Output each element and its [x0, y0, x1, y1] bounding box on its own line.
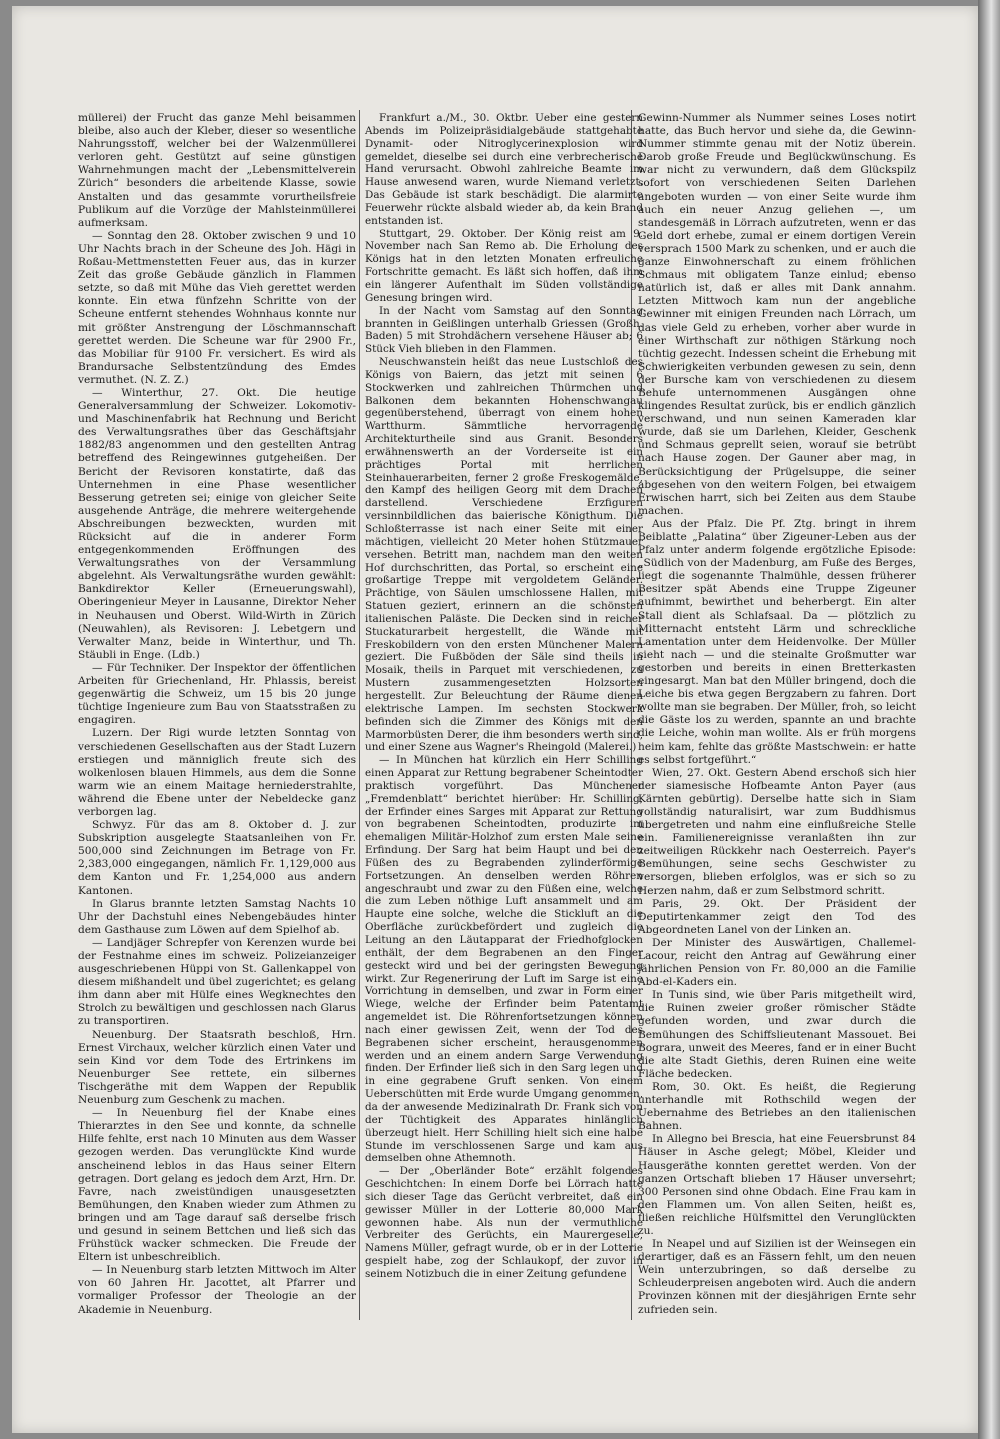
- article-paragraph: Gewinn-Nummer als Nummer seines Loses notirt hatte, das Buch hervor und siehe da, die Gewinn-Nummer stimmte genau mit der Notiz überein. Darob große Freude und Beglückwünschung. Es war nicht zu verwundern, daß dem Glückspilz sofort von verschiedenen Seiten Darlehen angeboten wurden — von einer Seite wurde ihm auch ein neuer Anzug geliehen —, um standesgemäß in Lörrach aufzutreten, wenn er das Geld dort erhebe, zumal er einem dortigen Verein versprach 1500 Mark zu schenken, und er auch die ganze Einwohnerschaft zu einem fröhlichen Schmaus mit obligatem Tanze einlud; ebenso natürlich ist, daß er alles mit Dank annahm. Letzten Mittwoch kam nun der angebliche Gewinner mit einigen Freunden nach Lörrach, um das viele Geld zu erheben, vorher aber wurde in einer Wirthschaft zur nöthigen Stärkung noch tüchtig gezecht. Indessen scheint die Erhebung mit Schwierigkeiten verbunden gewesen zu sein, denn der Bursche kam von verschiedenen zu diesem Behufe unternommenen Ausgängen ohne klingendes Resultat zurück, bis er endlich gänzlich verschwand, und nun seinen Kameraden klar wurde, daß sie um Darlehen, Kleider, Geschenk und Schmaus geprellt seien, worauf sie betrübt nach Hause zogen. Der Gauner aber mag, in Berücksichtigung der Prügelsuppe, die seiner abgesehen von den weitern Folgen, bei etwaigem Erwischen harrt, sich bei Zeiten aus dem Staube machen.: [638, 112, 916, 517]
- article-paragraph: Paris, 29. Okt. Der Präsident der Deputirtenkammer zeigt den Tod des Abgeordneten Lanel von der Linken an.: [638, 897, 916, 936]
- article-paragraph: — Der „Oberländer Bote“ erzählt folgendes Geschichtchen: In einem Dorfe bei Lörrach hatte sich dieser Tage das Gerücht verbreitet, daß ein gewisser Müller in der Lotterie 80,000 Mark gewonnen habe. Als nun der vermuthliche Verbreiter des Gerüchts, ein Maurergeselle, Namens Müller, gefragt wurde, ob er in der Lotterie gespielt habe, zog der Schlaukopf, der zuvor in seinem Notizbuch die in einer Zeitung gefundene: [365, 1165, 643, 1280]
- article-paragraph: müllerei) der Frucht das ganze Mehl beisammen bleibe, also auch der Kleber, dieser so wesentliche Nahrungsstoff, welcher bei der Walzenmüllerei verloren geht. Gestützt auf seine günstigen Wahrnehmungen macht der „Lebensmittelverein Zürich“ besonders die arbeitende Klasse, sowie Anstalten und das gesammte vorurtheilsfreie Publikum auf die Vorzüge der Mahlsteinmüllerei aufmerksam.: [78, 112, 356, 229]
- article-paragraph: Luzern. Der Rigi wurde letzten Sonntag von verschiedenen Gesellschaften aus der Stadt Luzern erstiegen und männiglich freute sich des wolkenlosen blauen Himmels, aus dem die Sonne warm wie an einem Maitage herniederstrahlte, während die Ebene unter der Nebeldecke ganz verborgen lag.: [78, 727, 356, 818]
- column-left: [78, 112, 356, 1317]
- article-paragraph: Neuschwanstein heißt das neue Lustschloß des Königs von Baiern, das jetzt mit seinen 6 Stockwerken und zahlreichen Thürmchen und Balkonen dem bekannten Hohenschwangau gegenüberstehend, überragt von einem hohen Wartthurm. Sämmtliche hervorragende Architekturtheile sind aus Granit. Besonders erwähnenswerth an der Vorderseite ist ein prächtiges Portal mit herrlichen Steinhauerarbeiten, ferner 2 große Freskogemälde, den Kampf des heiligen Georg mit dem Drachen darstellend. Verschiedene Erzfiguren versinnbildlichen das baierische Königthum. Die Schloßterrasse ist nach einer Seite mit einer mächtigen, vielleicht 20 Meter hohen Stützmauer versehen. Betritt man, nachdem man den weiten Hof durchschritten, das Portal, so erscheint eine großartige Treppe mit vergoldetem Geländer. Prächtige, von Säulen umschlossene Hallen, mit Statuen geziert, erinnern an die schönsten italienischen Paläste. Die Decken sind in reicher Stuckaturarbeit hergestellt, die Wände mit Freskobildern von den ersten Münchener Malern geziert. Die Fußböden der Säle sind theils in Mosaik, theils in Parquet mit verschiedenen, zu Mustern zusammengesetzten Holzsorten hergestellt. Zur Beleuchtung der Räume dienen elektrische Lampen. Im sechsten Stockwerk befinden sich die Zimmer des Königs mit den Marmorbüsten Derer, die ihm besonders werth sind, und einer Szene aus Wagner's Rheingold (Malerei.): [365, 356, 643, 754]
- article-paragraph: Schwyz. Für das am 8. Oktober d. J. zur Subskription ausgelegte Staatsanleihen von Fr. 500,000 sind Zeichnungen im Betrage von Fr. 2,383,000 eingegangen, nämlich Fr. 1,129,000 aus dem Kanton und Fr. 1,254,000 aus andern Kantonen.: [78, 819, 356, 897]
- article-paragraph: — Landjäger Schrepfer von Kerenzen wurde bei der Festnahme eines im schweiz. Polizeianzeiger ausgeschriebenen Hüppi von St. Gallenkappel von diesem mißhandelt und übel zugerichtet; es gelang ihm dann aber mit Hülfe eines Wegknechtes den Strolch zu bewältigen und geschlossen nach Glarus zu transportiren.: [78, 936, 356, 1028]
- article-paragraph: Neuenburg. Der Staatsrath beschloß, Hrn. Ernest Virchaux, welcher kürzlich einen Vater und sein Kind vor dem Tode des Ertrinkens im Neuenburger See rettete, ein silbernes Tischgeräthe mit dem Wappen der Republik Neuenburg zum Geschenk zu machen.: [78, 1028, 356, 1107]
- article-paragraph: Der Minister des Auswärtigen, Challemel-Lacour, reicht den Antrag auf Gewährung einer jährlichen Pension von Fr. 80,000 an die Familie Abd-el-Kaders ein.: [638, 936, 916, 989]
- article-paragraph: — In München hat kürzlich ein Herr Schilling einen Apparat zur Rettung begrabener Scheintodter praktisch vorgeführt. Das Münchener „Fremdenblatt“ berichtet hierüber: Hr. Schilling, der Erfinder eines Sarges mit Apparat zur Rettung von begrabenen Scheintodten, produzirte im ehemaligen Militär-Holzhof zum ersten Male seine Erfindung. Der Sarg hat beim Haupt und bei den Füßen des zu Begrabenden zylinderförmige Fortsetzungen. An denselben werden Röhren angeschraubt und zwar zu den Füßen eine, welche die zum Leben nöthige Luft ansammelt und am Haupte eine solche, welche die Stickluft an die Oberfläche zurückbefördert und zugleich die Leitung an den Läutapparat der Friedhofglocken enthält, der dem Begrabenen an den Finger gesteckt wird und bei der geringsten Bewegung wirkt. Zur Regenerirung der Luft im Sarge ist eine Vorrichtung in demselben, und zwar in Form einer Wiege, welche der Erfinder beim Patentamt angemeldet ist. Die Röhrenfortsetzungen können nach einer gewissen Zeit, wenn der Tod des Begrabenen sicher erscheint, herausgenommen werden und an einem andern Sarge Verwendung finden. Der Erfinder ließ sich in den Sarg legen und in eine gegrabene Gruft senken. Von einem Ueberschütten mit Erde wurde Umgang genommen, da der anwesende Medizinalrath Dr. Frank sich von der Tüchtigkeit des Apparates hinlänglich überzeugt hielt. Herr Schilling hielt sich eine halbe Stunde im verschlossenen Sarge und kam aus demselben ohne Athemnoth.: [365, 754, 643, 1165]
- article-paragraph: — Für Techniker. Der Inspektor der öffentlichen Arbeiten für Griechenland, Hr. Phlassis, bereist gegenwärtig die Schweiz, um 15 bis 20 junge tüchtige Ingenieure zum Bau von Staatsstraßen zu engagiren.: [78, 661, 356, 727]
- book-edge: [978, 0, 1000, 1439]
- article-paragraph: In Allegno bei Brescia, hat eine Feuersbrunst 84 Häuser in Asche gelegt; Möbel, Kleider und Hausgeräthe konnten gerettet werden. Von der ganzen Ortschaft blieben 17 Häuser unversehrt; 300 Personen sind ohne Obdach. Eine Frau kam in den Flammen um. Von allen Seiten, heißt es, fließen reichliche Hülfsmittel den Verunglückten zu.: [638, 1133, 916, 1237]
- column-right: [638, 112, 916, 1317]
- article-paragraph: — In Neuenburg starb letzten Mittwoch im Alter von 60 Jahren Hr. Jacottet, alt Pfarrer und vormaliger Professor der Theologie an der Akademie in Neuenburg.: [78, 1264, 356, 1316]
- column-middle: [365, 112, 643, 1281]
- article-paragraph: — Winterthur, 27. Okt. Die heutige Generalversammlung der Schweizer. Lokomotiv- und Maschinenfabrik hat Rechnung und Bericht des Verwaltungsrathes über das Geschäftsjahr 1882/83 angenommen und den gestellten Antrag betreffend des Reingewinnes gutgeheißen. Der Bericht der Revisoren konstatirte, daß das Unternehmen in eine Phase wesentlicher Besserung getreten sei; einige von gleicher Seite ausgehende Anträge, die mehrere weitergehende Abschreibungen bezweckten, wurden mit Rücksicht auf die in anderer Form entgegenkommenden Eröffnungen des Verwaltungsrathes von der Versammlung abgelehnt. Als Verwaltungsräthe wurden gewählt: Bankdirektor Keller (Erneuerungswahl), Oberingenieur Meyer in Lausanne, Direktor Neher in Neuhausen und Oberst. Wild-Wirth in Zürich (Neuwahlen), als Revisoren: J. Lebetgern und Verwalter Manz, beide in Winterthur, und Th. Stäubli in Enge. (Ldb.): [78, 386, 356, 661]
- article-paragraph: In der Nacht vom Samstag auf den Sonntag brannten in Geißlingen unterhalb Griessen (Großh. Baden) 5 mit Strohdächern versehene Häuser ab; 6 Stück Vieh blieben in den Flammen.: [365, 304, 643, 356]
- article-paragraph: — Sonntag den 28. Oktober zwischen 9 und 10 Uhr Nachts brach in der Scheune des Joh. Hägi in Roßau-Mettmenstetten Feuer aus, das in kurzer Zeit das große Gebäude gänzlich in Flammen setzte, so daß mit Mühe das Vieh gerettet werden konnte. Ein etwa fünfzehn Schritte von der Scheune entfernt stehendes Wohnhaus konnte nur mit größter Anstrengung der Löschmannschaft gerettet werden. Die Scheune war für 2900 Fr., das Mobiliar für 9100 Fr. versichert. Es wird als Brandursache Selbstentzündung des Emdes vermuthet. (N. Z. Z.): [78, 229, 356, 386]
- article-paragraph: In Glarus brannte letzten Samstag Nachts 10 Uhr der Dachstuhl eines Nebengebäudes hinter dem Gasthause zum Löwen auf dem Spielhof ab.: [78, 897, 356, 936]
- column-rule: [359, 110, 360, 1320]
- article-paragraph: Aus der Pfalz. Die Pf. Ztg. bringt in ihrem Beiblatte „Palatina“ über Zigeuner-Leben aus der Pfalz unter anderm folgende ergötzliche Episode: „Südlich von der Madenburg, am Fuße des Berges, liegt die sogenannte Thalmühle, dessen früherer Besitzer spät Abends eine Truppe Zigeuner aufnimmt, bewirthet und beherbergt. Ein alter Stall dient als Schlafsaal. Da — plötzlich zu Mitternacht entsteht Lärm und schreckliche Lamentation unter dem Heidenvolke. Der Müller sieht nach — und die steinalte Großmutter war gestorben und bereits in einen Bretterkasten eingesargt. Man bat den Müller bringend, doch die Leiche bis etwa gegen Bergzabern zu fahren. Dort wollte man sie begraben. Der Müller, froh, so leicht die Gäste los zu werden, spannte an und brachte die Leiche, wohin man wollte. Als er früh morgens heim kam, fehlte das größte Mastschwein: er hatte es selbst fortgeführt.“: [638, 517, 916, 766]
- article-paragraph: Rom, 30. Okt. Es heißt, die Regierung unterhandle mit Rothschild wegen der Uebernahme des Betriebes an den italienischen Bahnen.: [638, 1080, 916, 1133]
- article-paragraph: — In Neuenburg fiel der Knabe eines Thierarztes in den See und konnte, da schnelle Hilfe fehlte, erst nach 10 Minuten aus dem Wasser gezogen werden. Das verunglückte Kind wurde anscheinend leblos in das Haus seiner Eltern getragen. Dort gelang es jedoch dem Arzt, Hrn. Dr. Favre, nach zweistündigen unausgesetzten Bemühungen, den Knaben wieder zum Athmen zu bringen und am Tage darauf saß derselbe frisch und gesund in seinem Bettchen und ließ sich das Frühstück wacker schmecken. Die Freude der Eltern ist unbeschreiblich.: [78, 1107, 356, 1264]
- article-paragraph: In Neapel und auf Sizilien ist der Weinsegen ein derartiger, daß es an Fässern fehlt, um den neuen Wein unterzubringen, so daß derselbe zu Schleuderpreisen angeboten wird. Auch die andern Provinzen können mit der diesjährigen Ernte sehr zufrieden sein.: [638, 1238, 916, 1316]
- article-paragraph: Frankfurt a./M., 30. Oktbr. Ueber eine gestern Abends im Polizeipräsidialgebäude stattgehabte Dynamit- oder Nitroglycerinexplosion wird gemeldet, dieselbe sei durch eine verbrecherische Hand verursacht. Obwohl zahlreiche Beamte im Hause anwesend waren, wurde Niemand verletzt. Das Gebäude ist stark beschädigt. Die alarmirte Feuerwehr rückte alsbald wieder ab, da kein Brand entstanden ist.: [365, 112, 643, 227]
- article-paragraph: Wien, 27. Okt. Gestern Abend erschoß sich hier der siamesische Hofbeamte Anton Payer (aus Kärnten gebürtig). Derselbe hatte sich in Siam vollständig naturalisirt, war zum Buddhismus übergetreten und nahm eine einflußreiche Stelle ein. Familienereignisse veranlaßten ihn zur zeitweiligen Rückkehr nach Oesterreich. Payer's Bemühungen, seine sechs Geschwister zu versorgen, blieben erfolglos, was er sich so zu Herzen nahm, daß er zum Selbstmord schritt.: [638, 766, 916, 897]
- article-paragraph: In Tunis sind, wie über Paris mitgetheilt wird, die Ruinen zweier großer römischer Städte gefunden worden, und zwar durch die Bemühungen des Schiffslieutenant Massouet. Bei Bograra, unweit des Meeres, fand er in einer Bucht die alte Stadt Giethis, deren Ruinen eine weite Fläche bedecken.: [638, 989, 916, 1080]
- article-paragraph: Stuttgart, 29. Oktober. Der König reist am 9. November nach San Remo ab. Die Erholung des Königs hat in den letzten Monaten erfreuliche Fortschritte gemacht. Es läßt sich hoffen, daß ihm ein längerer Aufenthalt im Süden vollständige Genesung bringen wird.: [365, 227, 643, 304]
